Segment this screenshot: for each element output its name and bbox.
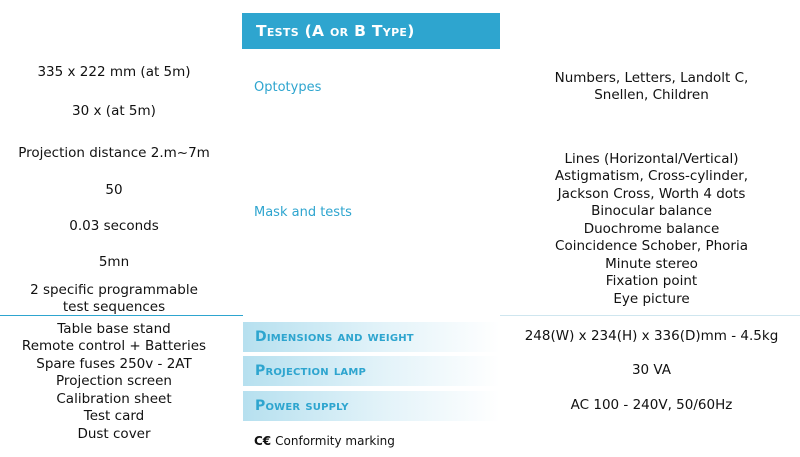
spec-value-sequences-line1: 2 specific programmable bbox=[30, 282, 198, 298]
accessory-item: Remote control + Batteries bbox=[21, 338, 207, 354]
projection-lamp-value: 30 VA bbox=[631, 362, 672, 378]
conformity-text: Conformity marking bbox=[275, 434, 395, 448]
spec-value-magnification: 30 x (at 5m) bbox=[72, 103, 156, 119]
mask-test-item: Minute stereo bbox=[605, 256, 698, 272]
spec-value-projection-distance: Projection distance 2.m~7m bbox=[18, 145, 210, 161]
power-supply-value: AC 100 - 240V, 50/60Hz bbox=[570, 397, 733, 413]
mask-test-item: Jackson Cross, Worth 4 dots bbox=[557, 186, 746, 202]
dimensions-weight-value: 248(W) x 234(H) x 336(D)mm - 4.5kg bbox=[524, 328, 779, 344]
optotypes-value-line2: Snellen, Children bbox=[594, 87, 709, 103]
mask-test-item: Binocular balance bbox=[591, 203, 712, 219]
ce-mark-icon: C€ bbox=[254, 434, 272, 448]
optotypes-label: Optotypes bbox=[254, 80, 322, 95]
power-supply-label: Power supply bbox=[243, 391, 500, 421]
spec-value-auto-off: 5mn bbox=[98, 254, 130, 270]
mask-test-item: Coincidence Schober, Phoria bbox=[555, 238, 748, 254]
mask-test-item: Fixation point bbox=[605, 273, 698, 289]
spec-value-sequences-line2: test sequences bbox=[62, 299, 166, 315]
dimensions-weight-label: Dimensions and weight bbox=[243, 322, 500, 352]
spec-value-switch-time: 0.03 seconds bbox=[69, 218, 159, 234]
accessory-item: Calibration sheet bbox=[56, 391, 172, 407]
spec-value-screen-size: 335 x 222 mm (at 5m) bbox=[37, 64, 191, 80]
accessory-item: Projection screen bbox=[56, 373, 172, 389]
projection-lamp-label: Projection lamp bbox=[243, 356, 500, 386]
accessory-item: Dust cover bbox=[77, 426, 151, 442]
accessory-item: Table base stand bbox=[57, 321, 171, 337]
section-divider bbox=[0, 315, 243, 316]
optotypes-value-line1: Numbers, Letters, Landolt C, bbox=[554, 70, 749, 86]
spec-value-count: 50 bbox=[105, 182, 123, 198]
tests-header: Tests (A or B Type) bbox=[242, 13, 500, 49]
section-divider-light bbox=[500, 315, 800, 316]
conformity-marking bbox=[254, 434, 395, 448]
accessory-item: Spare fuses 250v - 2AT bbox=[36, 356, 192, 372]
mask-test-item: Astigmatism, Cross-cylinder, bbox=[554, 168, 749, 184]
mask-test-item: Duochrome balance bbox=[583, 221, 720, 237]
mask-tests-label: Mask and tests bbox=[254, 205, 352, 220]
mask-test-item: Lines (Horizontal/Vertical) bbox=[564, 151, 739, 167]
mask-test-item: Eye picture bbox=[613, 291, 690, 307]
accessory-item: Test card bbox=[83, 408, 145, 424]
